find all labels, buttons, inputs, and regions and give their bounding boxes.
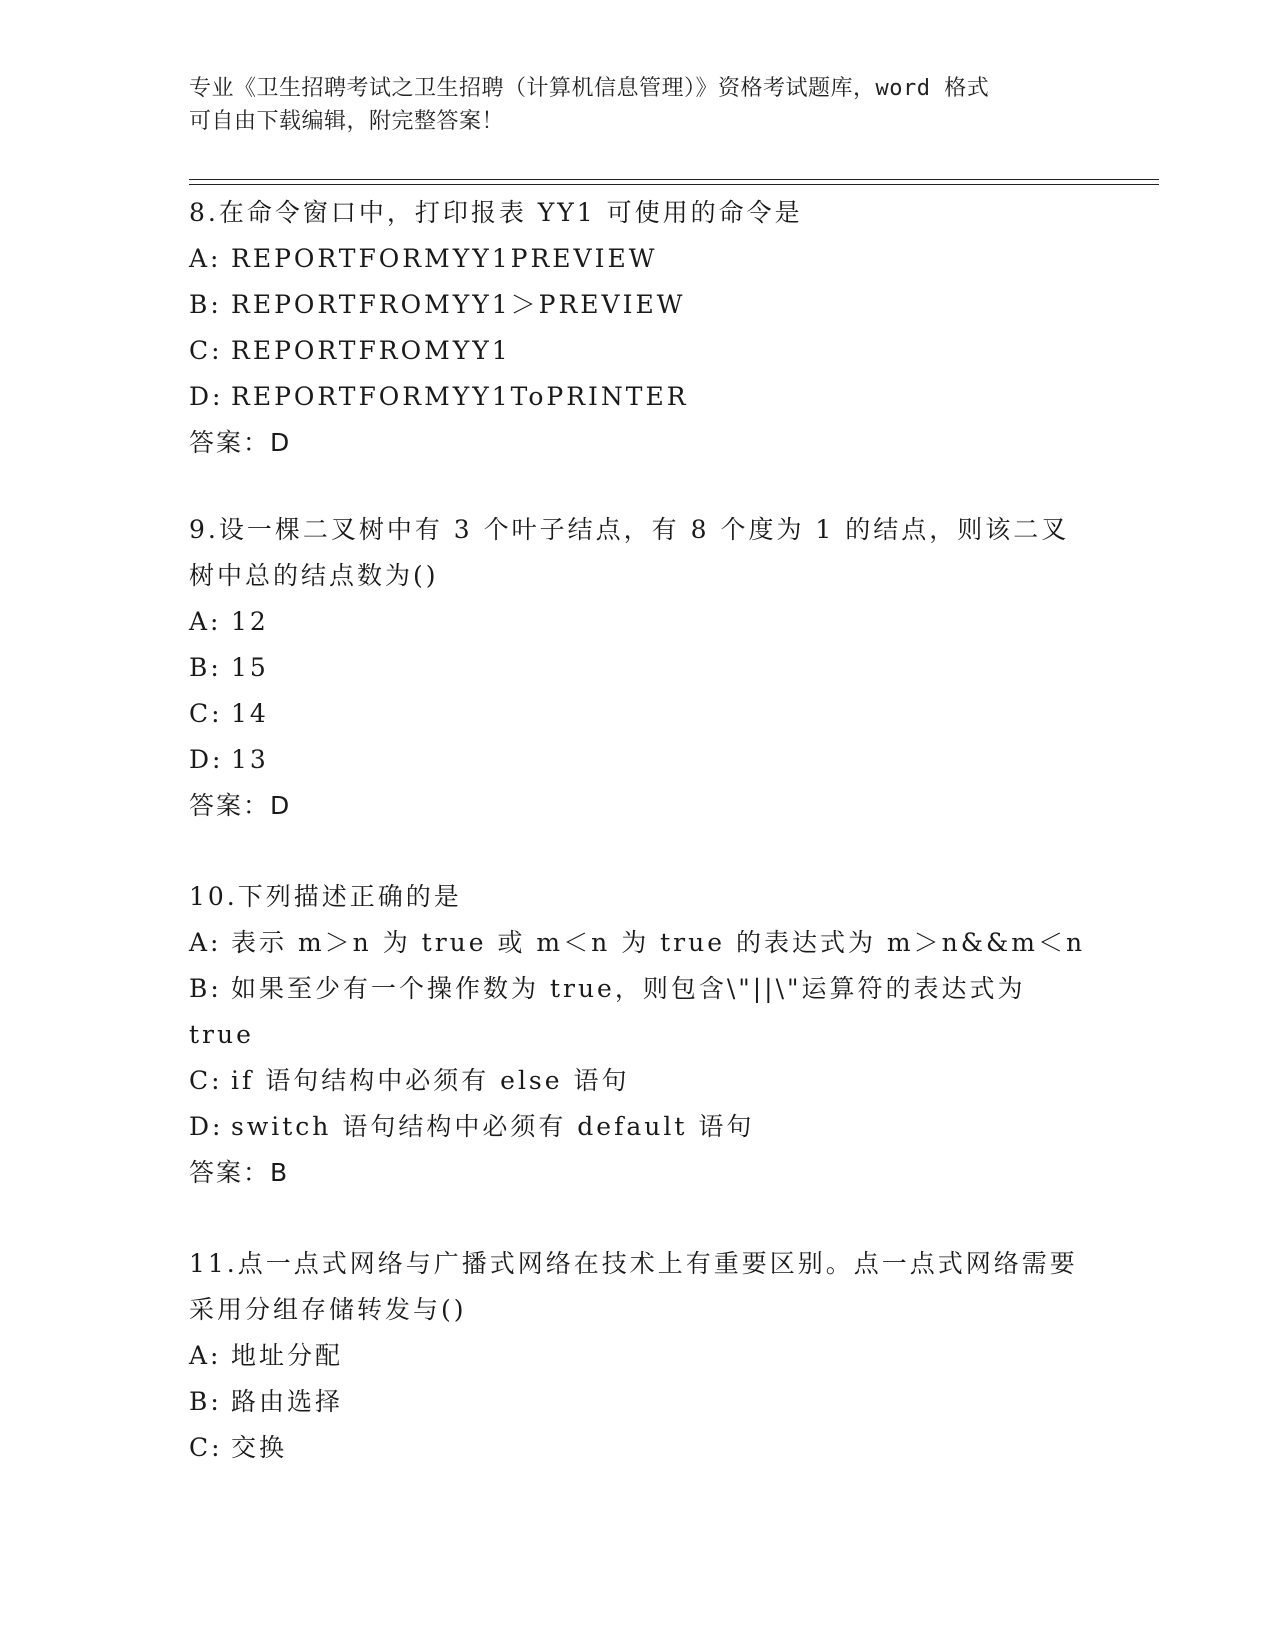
option-key: A:	[189, 928, 222, 957]
option-b	[189, 645, 1089, 691]
option-key: A:	[189, 244, 222, 273]
option-text: 13	[231, 745, 269, 774]
option-d	[189, 737, 1089, 783]
option-key: C:	[189, 336, 223, 365]
option-key: A:	[189, 607, 222, 636]
header-line-1: 专业《卫生招聘考试之卫生招聘（计算机信息管理）》资格考试题库，word 格式	[189, 76, 990, 101]
question-stem: 8.在命令窗口中，打印报表 YY1 可使用的命令是	[189, 198, 803, 227]
option-text: 路由选择	[231, 1387, 344, 1416]
option-b	[189, 966, 1079, 1058]
option-text: 地址分配	[231, 1341, 344, 1370]
question-11	[189, 1241, 1089, 1471]
question-stem: 10.下列描述正确的是	[189, 882, 462, 911]
option-key: C:	[189, 1066, 223, 1095]
option-text: 15	[231, 653, 269, 682]
option-text: switch 语句结构中必须有 default 语句	[231, 1112, 755, 1141]
option-key: B:	[189, 974, 222, 1003]
option-c	[189, 1058, 1089, 1104]
header-divider-bottom	[189, 184, 1159, 185]
option-a	[189, 236, 1089, 282]
header-line-2: 可自由下载编辑，附完整答案！	[189, 109, 505, 134]
option-key: C:	[189, 1433, 223, 1462]
option-text: if 语句结构中必须有 else 语句	[231, 1066, 630, 1095]
option-d	[189, 374, 1089, 420]
option-text: REPORTFROMYY1	[231, 336, 511, 365]
option-key: B:	[189, 653, 222, 682]
option-b	[189, 282, 1089, 328]
option-key: D:	[189, 382, 224, 411]
option-a	[189, 920, 1089, 966]
option-a	[189, 599, 1089, 645]
option-text: 交换	[231, 1433, 288, 1462]
question-10	[189, 874, 1089, 1196]
option-key: B:	[189, 1387, 222, 1416]
document-header	[189, 72, 1089, 138]
option-key: D:	[189, 745, 224, 774]
option-d	[189, 1104, 1089, 1150]
answer-line: 答案：D	[189, 428, 292, 457]
option-b	[189, 1379, 1089, 1425]
question-stem: 11.点一点式网络与广播式网络在技术上有重要区别。点一点式网络需要采用分组存储转发与()	[189, 1249, 1078, 1324]
question-stem: 9.设一棵二叉树中有 3 个叶子结点，有 8 个度为 1 的结点，则该二叉树中总的结点数为()	[189, 515, 1070, 590]
option-key: D:	[189, 1112, 224, 1141]
option-key: C:	[189, 699, 223, 728]
question-8	[189, 190, 1089, 466]
option-key: B:	[189, 290, 222, 319]
option-text: 如果至少有一个操作数为 true，则包含\"||\"运算符的表达式为true	[189, 974, 1026, 1049]
option-a	[189, 1333, 1089, 1379]
option-key: A:	[189, 1341, 222, 1370]
option-text: REPORTFORMYY1PREVIEW	[231, 244, 658, 273]
header-divider-top	[189, 179, 1159, 180]
option-text: REPORTFORMYY1ToPRINTER	[231, 382, 689, 411]
option-text: 表示 m＞n 为 true 或 m＜n 为 true 的表达式为 m＞n&&m＜n	[231, 928, 1086, 957]
answer-line: 答案：B	[189, 1158, 290, 1187]
option-text: 12	[231, 607, 269, 636]
option-text: 14	[231, 699, 269, 728]
answer-line: 答案：D	[189, 791, 292, 820]
option-text: REPORTFROMYY1＞PREVIEW	[231, 290, 686, 319]
option-c	[189, 328, 1089, 374]
option-c	[189, 691, 1089, 737]
question-9	[189, 507, 1089, 829]
option-c	[189, 1425, 1089, 1471]
